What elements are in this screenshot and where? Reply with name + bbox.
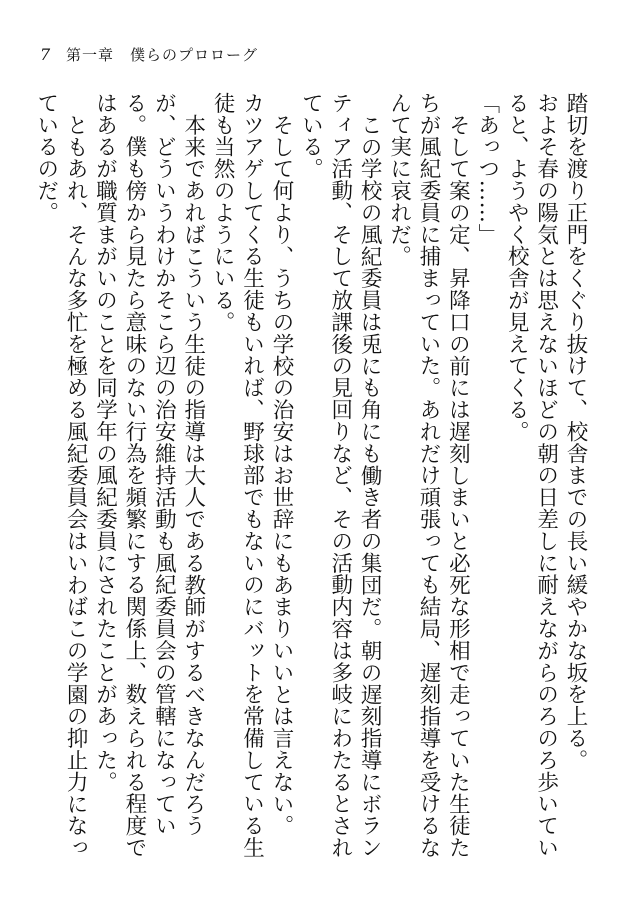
paragraph-8: 本来であればこういう生徒の指導は大人である教師がするべきなんだろうが、どういうわけかそこら辺の治安維持活動も風紀委員会の管轄になっている。僕も傍から見たら意味のない行為を頻繁にする関係上、数えられる程度ではあるが職質まがいのことを同学年の風紀委員にされたことがあった。	[92, 92, 206, 859]
paragraph-7: カツアゲしてくる生徒もいれば、野球部でもないのにバットを常備している生徒も当然のようにいる。	[210, 92, 265, 859]
body-text	[30, 92, 590, 872]
paragraph-5: この学校の風紀委員は兎にも角にも働き者の集団だ。朝の遅刻指導にボランティア活動、そして放課後の見回りなど、その活動内容は多岐にわたるとされている。	[298, 92, 383, 859]
paragraph-4: そして案の定、昇降口の前には遅刻しまいと必死な形相で走っていた生徒たちが風紀委員に捕まっていた。あれだけ頑張っても結局、遅刻指導を受けるなんて実に哀れだ。	[386, 92, 471, 859]
paragraph-9: ともあれ、そんな多忙を極める風紀委員会はいわばこの学園の抑止力になっているのだ。	[33, 92, 89, 859]
page-number: 7	[40, 45, 52, 64]
running-head	[40, 44, 258, 68]
paragraph-2: およそ春の陽気とは思えないほどの朝の日差しに耐えながらのろのろ歩いていると、ようやく校舎が見えてくる。	[504, 92, 559, 859]
paragraph-6: そして何より、うちの学校の治安はお世辞にもあまりいいとは言えない。	[268, 113, 294, 837]
chapter-title: 第一章 僕らのプロローグ	[66, 46, 259, 64]
paragraph-1: 踏切を渡り正門をくぐり抜けて、校舎までの長い緩やかな坂を上る。	[563, 92, 588, 771]
paragraph-3: 「あっつ……」	[474, 92, 500, 246]
